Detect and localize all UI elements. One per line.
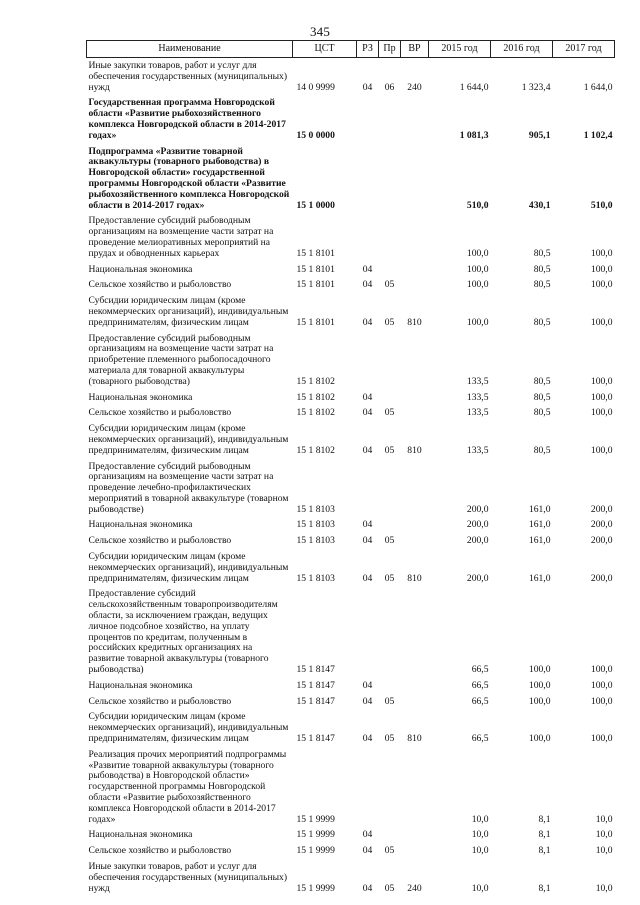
row-2017-cell: 100,0 <box>590 664 613 676</box>
row-pr-cell <box>379 827 401 843</box>
row-2015-cell: 66,5 <box>471 695 489 707</box>
row-2017-cell: 100,0 <box>590 247 613 259</box>
row-rz-cell: 04 <box>362 444 373 456</box>
row-cst-cell: 15 1 9999 <box>296 813 335 825</box>
row-vr-cell <box>401 262 429 278</box>
row-2016-cell: 100,0 <box>528 695 551 707</box>
row-2017-cell: 100,0 <box>590 695 613 707</box>
row-rz-cell: 04 <box>362 679 373 691</box>
budget-table <box>86 40 615 896</box>
row-2016-cell: 430,1 <box>528 199 551 211</box>
row-cst-cell: 15 1 8102 <box>296 391 335 403</box>
row-2017-cell: 200,0 <box>590 503 613 515</box>
row-vr-cell <box>401 678 429 694</box>
row-2015-cell: 10,0 <box>471 813 489 825</box>
row-2015-cell: 1 644,0 <box>459 81 489 93</box>
row-rz-cell: 04 <box>362 695 373 707</box>
row-name-cell: Сельское хозяйство и рыболовство <box>88 845 232 857</box>
page-number: 345 <box>309 24 331 39</box>
row-2015-cell: 133,5 <box>466 444 489 456</box>
header-2016: 2016 год <box>491 41 553 58</box>
row-rz-cell <box>357 144 379 214</box>
row-rz-cell: 04 <box>362 407 373 419</box>
row-name-cell: Национальная экономика <box>88 391 193 403</box>
row-vr-cell: 810 <box>407 572 422 584</box>
row-pr-cell: 05 <box>384 444 395 456</box>
table-row <box>87 213 615 261</box>
row-vr-cell: 240 <box>407 81 422 93</box>
row-cst-cell: 15 0 0000 <box>296 129 335 141</box>
table-row <box>87 58 615 96</box>
header-2015: 2015 год <box>429 41 491 58</box>
row-2016-cell: 80,5 <box>533 444 551 456</box>
row-rz-cell <box>357 331 379 390</box>
row-pr-cell <box>379 331 401 390</box>
row-2017-cell: 10,0 <box>595 882 613 894</box>
row-cst-cell: 15 1 8101 <box>296 279 335 291</box>
row-2015-cell: 133,5 <box>466 407 489 419</box>
row-2016-cell: 161,0 <box>528 535 551 547</box>
row-pr-cell <box>379 144 401 214</box>
row-vr-cell: 810 <box>407 444 422 456</box>
row-pr-cell <box>379 262 401 278</box>
row-2015-cell: 200,0 <box>466 503 489 515</box>
row-2015-cell: 200,0 <box>466 535 489 547</box>
row-rz-cell <box>357 459 379 518</box>
row-2016-cell: 80,5 <box>533 263 551 275</box>
row-pr-cell: 06 <box>384 81 395 93</box>
row-vr-cell <box>401 694 429 710</box>
row-cst-cell: 15 1 9999 <box>296 845 335 857</box>
row-2016-cell: 100,0 <box>528 679 551 691</box>
table-row <box>87 405 615 421</box>
row-2017-cell: 100,0 <box>590 279 613 291</box>
row-2016-cell: 8,1 <box>538 882 551 894</box>
row-cst-cell: 15 1 8103 <box>296 503 335 515</box>
row-cst-cell: 15 1 8101 <box>296 316 335 328</box>
row-pr-cell: 05 <box>384 535 395 547</box>
row-2017-cell: 1 102,4 <box>583 129 613 141</box>
row-pr-cell: 05 <box>384 845 395 857</box>
row-rz-cell: 04 <box>362 316 373 328</box>
row-cst-cell: 15 1 0000 <box>296 199 335 211</box>
table-row <box>87 390 615 406</box>
row-cst-cell: 14 0 9999 <box>296 81 335 93</box>
row-rz-cell: 04 <box>362 263 373 275</box>
table-row <box>87 709 615 746</box>
table-row <box>87 549 615 586</box>
row-2016-cell: 1 323,4 <box>521 81 551 93</box>
row-2017-cell: 100,0 <box>590 263 613 275</box>
row-2016-cell: 100,0 <box>528 664 551 676</box>
row-cst-cell: 15 1 8147 <box>296 695 335 707</box>
row-2016-cell: 80,5 <box>533 391 551 403</box>
row-2016-cell: 905,1 <box>528 129 551 141</box>
row-vr-cell <box>401 144 429 214</box>
row-2016-cell: 80,5 <box>533 375 551 387</box>
row-2017-cell: 510,0 <box>590 199 613 211</box>
row-2017-cell: 100,0 <box>590 375 613 387</box>
table-row <box>87 533 615 549</box>
row-2017-cell: 100,0 <box>590 444 613 456</box>
row-vr-cell <box>401 390 429 406</box>
row-2016-cell: 80,5 <box>533 279 551 291</box>
row-2016-cell: 80,5 <box>533 316 551 328</box>
row-cst-cell: 15 1 9999 <box>296 829 335 841</box>
row-2016-cell: 8,1 <box>538 829 551 841</box>
row-2017-cell: 200,0 <box>590 535 613 547</box>
table-row <box>87 859 615 896</box>
row-rz-cell: 04 <box>362 572 373 584</box>
row-name-cell: Национальная экономика <box>88 263 193 275</box>
table-row <box>87 277 615 293</box>
row-name-cell: Предоставление субсидий рыбоводным организациям на возмещение части затрат на приобретение племенного рыбопосадочного материала для товарной аквакультуры (товарного рыбоводства) <box>88 332 274 387</box>
table-row <box>87 293 615 330</box>
row-pr-cell <box>379 747 401 828</box>
row-rz-cell <box>357 213 379 261</box>
row-2017-cell: 100,0 <box>590 391 613 403</box>
table-row <box>87 95 615 143</box>
header-cst: ЦСТ <box>293 41 357 58</box>
row-rz-cell: 04 <box>362 279 373 291</box>
table-row <box>87 459 615 518</box>
row-name-cell: Иные закупки товаров, работ и услуг для обеспечения государственных (муниципальных) нужд <box>88 60 288 93</box>
row-name-cell: Предоставление субсидий рыбоводным организациям на возмещение части затрат на проведение лечебно-профилактических мероприятий в товарной аквакультуре (товарном рыбоводстве) <box>88 460 289 515</box>
table-row <box>87 421 615 458</box>
row-2015-cell: 200,0 <box>466 572 489 584</box>
header-2017: 2017 год <box>553 41 615 58</box>
row-rz-cell: 04 <box>362 882 373 894</box>
row-2017-cell: 200,0 <box>590 572 613 584</box>
row-2016-cell: 8,1 <box>538 845 551 857</box>
row-vr-cell <box>401 95 429 143</box>
table-row <box>87 262 615 278</box>
table-row <box>87 144 615 214</box>
row-cst-cell: 15 1 8103 <box>296 535 335 547</box>
row-vr-cell: 240 <box>407 882 422 894</box>
row-pr-cell <box>379 95 401 143</box>
row-vr-cell <box>401 747 429 828</box>
row-vr-cell <box>401 331 429 390</box>
row-pr-cell: 05 <box>384 695 395 707</box>
row-2017-cell: 10,0 <box>595 813 613 825</box>
row-vr-cell <box>401 517 429 533</box>
row-pr-cell: 05 <box>384 733 395 745</box>
row-2015-cell: 66,5 <box>471 679 489 691</box>
header-name: Наименование <box>87 41 293 58</box>
row-name-cell: Подпрограмма «Развитие товарной аквакультуры (товарного рыбоводства) в Новгородской области» государственной программы Новгородской области «Развитие рыбохозяйственного комплекса Новгородской области в 2014-2017 годах» <box>88 145 290 211</box>
table-row <box>87 517 615 533</box>
row-2016-cell: 161,0 <box>528 503 551 515</box>
row-cst-cell: 15 1 8101 <box>296 247 335 259</box>
row-2016-cell: 80,5 <box>533 247 551 259</box>
row-name-cell: Государственная программа Новгородской области «Развитие рыбохозяйственного комплекса Новгородской области в 2014-2017 годах» <box>88 97 286 141</box>
row-rz-cell: 04 <box>362 519 373 531</box>
table-row <box>87 843 615 859</box>
row-pr-cell <box>379 459 401 518</box>
row-2015-cell: 1 081,3 <box>459 129 489 141</box>
row-2015-cell: 10,0 <box>471 882 489 894</box>
row-2015-cell: 100,0 <box>466 279 489 291</box>
row-cst-cell: 15 1 8102 <box>296 407 335 419</box>
row-pr-cell <box>379 390 401 406</box>
row-vr-cell <box>401 586 429 677</box>
row-2016-cell: 161,0 <box>528 519 551 531</box>
row-2015-cell: 10,0 <box>471 829 489 841</box>
row-2016-cell: 161,0 <box>528 572 551 584</box>
row-2015-cell: 200,0 <box>466 519 489 531</box>
row-cst-cell: 15 1 8147 <box>296 664 335 676</box>
table-row <box>87 827 615 843</box>
row-name-cell: Реализация прочих мероприятий подпрограммы «Развитие товарной аквакультуры (товарного рыбоводства) в Новгородской области» государственной программы Новгородской области «Развитие рыбохозяйственного комплекса Новгородской области в 2014-2017 годах» <box>88 748 287 825</box>
table-row <box>87 586 615 677</box>
row-cst-cell: 15 1 9999 <box>296 882 335 894</box>
row-2017-cell: 100,0 <box>590 733 613 745</box>
row-2015-cell: 100,0 <box>466 263 489 275</box>
row-name-cell: Субсидии юридическим лицам (кроме некоммерческих организаций), индивидуальным предпринимателям, физическим лицам <box>88 711 289 745</box>
table-header-row <box>87 41 615 58</box>
row-cst-cell: 15 1 8103 <box>296 519 335 531</box>
row-vr-cell <box>401 459 429 518</box>
row-pr-cell <box>379 213 401 261</box>
row-pr-cell <box>379 586 401 677</box>
row-name-cell: Сельское хозяйство и рыболовство <box>88 279 232 291</box>
table-body <box>87 58 615 897</box>
row-vr-cell <box>401 827 429 843</box>
row-name-cell: Сельское хозяйство и рыболовство <box>88 535 232 547</box>
row-2017-cell: 100,0 <box>590 316 613 328</box>
row-rz-cell: 04 <box>362 391 373 403</box>
row-rz-cell: 04 <box>362 81 373 93</box>
row-2016-cell: 80,5 <box>533 407 551 419</box>
row-2015-cell: 66,5 <box>471 733 489 745</box>
header-rz: РЗ <box>357 41 379 58</box>
row-2015-cell: 100,0 <box>466 316 489 328</box>
table-row <box>87 331 615 390</box>
row-pr-cell <box>379 678 401 694</box>
row-pr-cell: 05 <box>384 407 395 419</box>
row-cst-cell: 15 1 8102 <box>296 375 335 387</box>
row-name-cell: Национальная экономика <box>88 679 193 691</box>
row-2017-cell: 10,0 <box>595 829 613 841</box>
row-2017-cell: 10,0 <box>595 845 613 857</box>
row-2016-cell: 8,1 <box>538 813 551 825</box>
table-row <box>87 678 615 694</box>
row-name-cell: Субсидии юридическим лицам (кроме некоммерческих организаций), индивидуальным предпринимателям, физическим лицам <box>88 551 289 584</box>
row-name-cell: Предоставление субсидий рыбоводным организациям на возмещение части затрат на проведение мелиоративных мероприятий на прудах и обводненных карьерах <box>88 215 274 259</box>
row-rz-cell: 04 <box>362 829 373 841</box>
row-2015-cell: 510,0 <box>466 199 489 211</box>
row-2017-cell: 100,0 <box>590 407 613 419</box>
row-rz-cell: 04 <box>362 535 373 547</box>
row-rz-cell <box>357 747 379 828</box>
row-name-cell: Сельское хозяйство и рыболовство <box>88 407 232 419</box>
row-pr-cell: 05 <box>384 882 395 894</box>
row-name-cell: Иные закупки товаров, работ и услуг для обеспечения государственных (муниципальных) нужд <box>88 861 288 894</box>
row-pr-cell: 05 <box>384 572 395 584</box>
row-2015-cell: 100,0 <box>466 247 489 259</box>
table-row <box>87 694 615 710</box>
table-row <box>87 747 615 828</box>
row-2017-cell: 200,0 <box>590 519 613 531</box>
row-pr-cell: 05 <box>384 316 395 328</box>
row-2015-cell: 133,5 <box>466 375 489 387</box>
row-name-cell: Национальная экономика <box>88 829 193 841</box>
row-cst-cell: 15 1 8102 <box>296 444 335 456</box>
row-vr-cell <box>401 405 429 421</box>
row-vr-cell <box>401 213 429 261</box>
row-rz-cell: 04 <box>362 733 373 745</box>
row-vr-cell: 810 <box>407 733 422 745</box>
header-vr: ВР <box>401 41 429 58</box>
row-name-cell: Сельское хозяйство и рыболовство <box>88 695 232 707</box>
row-2016-cell: 100,0 <box>528 733 551 745</box>
row-vr-cell <box>401 843 429 859</box>
row-cst-cell: 15 1 8147 <box>296 733 335 745</box>
row-vr-cell <box>401 277 429 293</box>
row-pr-cell <box>379 517 401 533</box>
row-2017-cell: 100,0 <box>590 679 613 691</box>
header-pr: Пр <box>379 41 401 58</box>
row-2015-cell: 66,5 <box>471 664 489 676</box>
row-rz-cell <box>357 586 379 677</box>
row-name-cell: Предоставление субсидий сельскохозяйственным товаропроизводителям области, за исключением граждан, ведущих личное подсобное хозяйство, на уплату процентов по кредитам, полученным в российских кредитных организациях на развитие товарной аквакультуры (товарного рыбоводства) <box>88 588 278 676</box>
row-2015-cell: 10,0 <box>471 845 489 857</box>
row-name-cell: Национальная экономика <box>88 519 193 531</box>
row-rz-cell: 04 <box>362 845 373 857</box>
row-rz-cell <box>357 95 379 143</box>
row-vr-cell: 810 <box>407 316 422 328</box>
row-pr-cell: 05 <box>384 279 395 291</box>
row-cst-cell: 15 1 8147 <box>296 679 335 691</box>
row-2017-cell: 1 644,0 <box>583 81 613 93</box>
row-cst-cell: 15 1 8103 <box>296 572 335 584</box>
row-2015-cell: 133,5 <box>466 391 489 403</box>
row-name-cell: Субсидии юридическим лицам (кроме некоммерческих организаций), индивидуальным предпринимателям, физическим лицам <box>88 295 289 328</box>
row-name-cell: Субсидии юридическим лицам (кроме некоммерческих организаций), индивидуальным предпринимателям, физическим лицам <box>88 423 289 456</box>
row-cst-cell: 15 1 8101 <box>296 263 335 275</box>
row-vr-cell <box>401 533 429 549</box>
